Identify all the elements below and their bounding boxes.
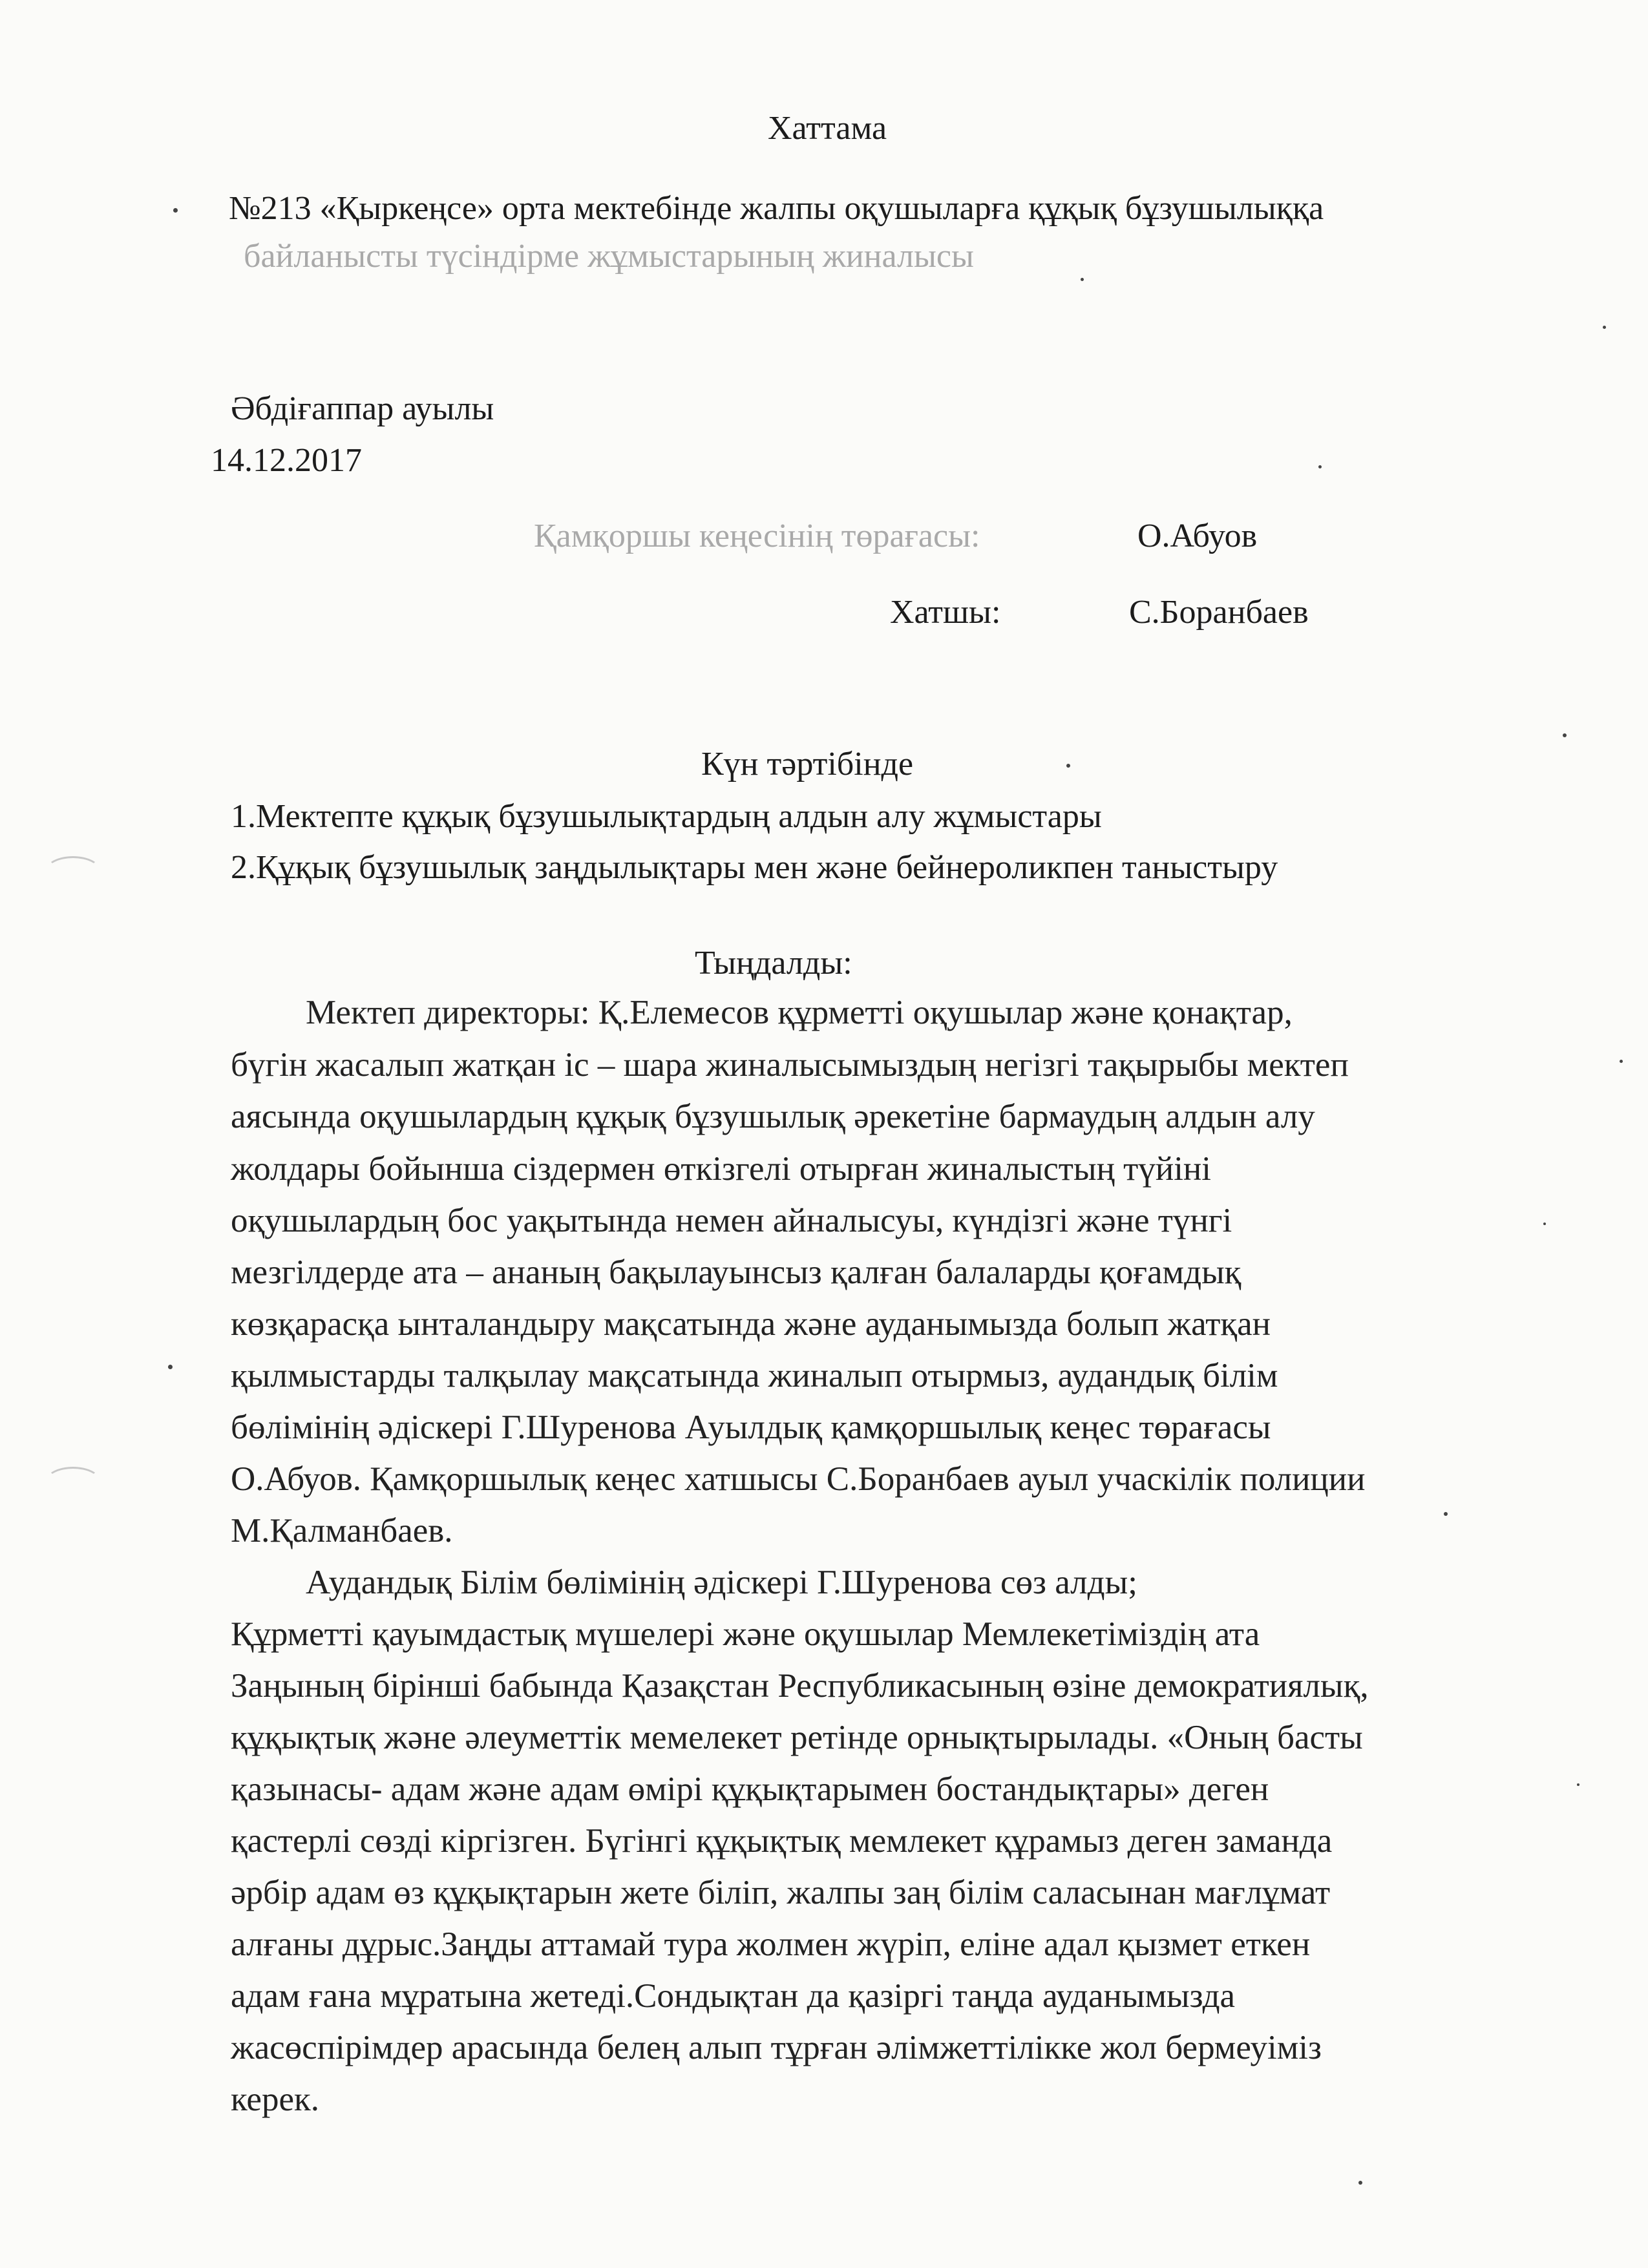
document-title: Хаттама <box>768 110 887 147</box>
paragraph1-line: М.Қалманбаев. <box>231 1512 453 1549</box>
agenda-heading: Күн тәртібінде <box>701 746 914 782</box>
paragraph1-line: бүгін жасалып жатқан іс – шара жиналысымыздың негізгі тақырыбы мектеп <box>231 1046 1349 1084</box>
paragraph2-line: Құрметті қауымдастық мүшелері және оқушылар Мемлекетіміздің ата <box>231 1615 1260 1653</box>
chair-name: О.Абуов <box>1137 518 1258 554</box>
paragraph2-line: әрбір адам өз құқықтарын жете біліп, жалпы заң білім саласынан мағлұмат <box>231 1874 1331 1911</box>
scan-speck <box>1358 2181 1362 2185</box>
paragraph1-line: мезгілдерде ата – ананың бақылауынсыз қалған балаларды қоғамдық <box>231 1254 1241 1291</box>
scan-speck <box>1444 1512 1448 1516</box>
subject-line-1: №213 «Қыркеңсе» орта мектебінде жалпы оқушыларға құқық бұзушылыққа <box>229 190 1324 227</box>
scan-edge-mark <box>45 1467 101 1496</box>
paragraph1-line: қылмыстарды талқылау мақсатында жиналып отырмыз, аудандық білім <box>231 1357 1278 1394</box>
paragraph1-line: аясында оқушылардың құқық бұзушылық әрекетіне бармаудың алдын алу <box>231 1098 1315 1135</box>
scan-speck <box>168 1365 173 1369</box>
scan-edge-mark <box>45 856 101 886</box>
paragraph2-line: алғаны дұрыс.Заңды аттамай тура жолмен жүріп, еліне адал қызмет еткен <box>231 1926 1311 1963</box>
paragraph1-line: Мектеп директоры: Қ.Елемесов құрметті оқушылар және қонақтар, <box>306 994 1293 1031</box>
meeting-place: Әбдіғаппар ауылы <box>231 390 494 427</box>
secretary-name: С.Боранбаев <box>1129 594 1309 631</box>
paragraph2-line: керек. <box>231 2081 319 2118</box>
paragraph1-line: бөлімінің әдіскері Г.Шуренова Ауылдық қамқоршылық кеңес төрағасы <box>231 1409 1271 1446</box>
scan-speck <box>1066 764 1070 768</box>
scan-speck <box>1081 278 1084 281</box>
meeting-date: 14.12.2017 <box>211 442 362 479</box>
subject-line-2: байланысты түсіндірме жұмыстарының жиналысы <box>244 238 974 275</box>
paragraph1-line: көзқарасқа ынталандыру мақсатында және ауданымызда болып жатқан <box>231 1305 1271 1343</box>
scan-speck <box>1543 1223 1546 1225</box>
agenda-item-1: 1.Мектепте құқық бұзушылықтардың алдын алу жұмыстары <box>231 798 1102 835</box>
paragraph2-line: қазынасы- адам және адам өмірі құқықтарымен бостандықтары» деген <box>231 1770 1269 1808</box>
scan-speck <box>1620 1060 1623 1063</box>
paragraph1-line: О.Абуов. Қамқоршылық кеңес хатшысы С.Боранбаев ауыл учаскілік полиции <box>231 1460 1366 1498</box>
scan-speck <box>1603 326 1606 329</box>
scan-speck <box>173 208 178 213</box>
agenda-item-2: 2.Құқық бұзушылық заңдылықтары мен және бейнероликпен таныстыру <box>231 849 1278 886</box>
paragraph1-line: оқушылардың бос уақытында немен айналысуы, күндізгі және түнгі <box>231 1202 1232 1239</box>
paragraph2-line: жасөспірімдер арасында белең алып тұрған әлімжеттілікке жол бермеуіміз <box>231 2029 1322 2066</box>
paragraph2-line: қастерлі сөзді кіргізген. Бүгінгі құқықтық мемлекет құрамыз деген заманда <box>231 1822 1333 1860</box>
paragraph2-line: адам ғана мұратына жетеді.Сондықтан да қазіргі таңда ауданымызда <box>231 1977 1236 2015</box>
scan-speck <box>1563 733 1567 737</box>
scan-speck <box>1318 465 1322 468</box>
paragraph2-line: Аудандық Білім бөлімінің әдіскері Г.Шуренова сөз алды; <box>306 1564 1137 1601</box>
paragraph2-line: Заңының бірінші бабында Қазақстан Республикасының өзіне демократиялық, <box>231 1667 1369 1705</box>
paragraph2-line: құқықтық және әлеуметтік мемелекет ретінде орнықтырылады. «Оның басты <box>231 1719 1363 1756</box>
scan-speck <box>1577 1783 1579 1786</box>
paragraph1-line: жолдары бойынша сіздермен өткізгелі отырған жиналыстың түйіні <box>231 1150 1212 1188</box>
secretary-label: Хатшы: <box>890 594 1001 631</box>
listened-heading: Тыңдалды: <box>695 945 852 982</box>
chair-label: Қамқоршы кеңесінің төрағасы: <box>534 518 980 554</box>
